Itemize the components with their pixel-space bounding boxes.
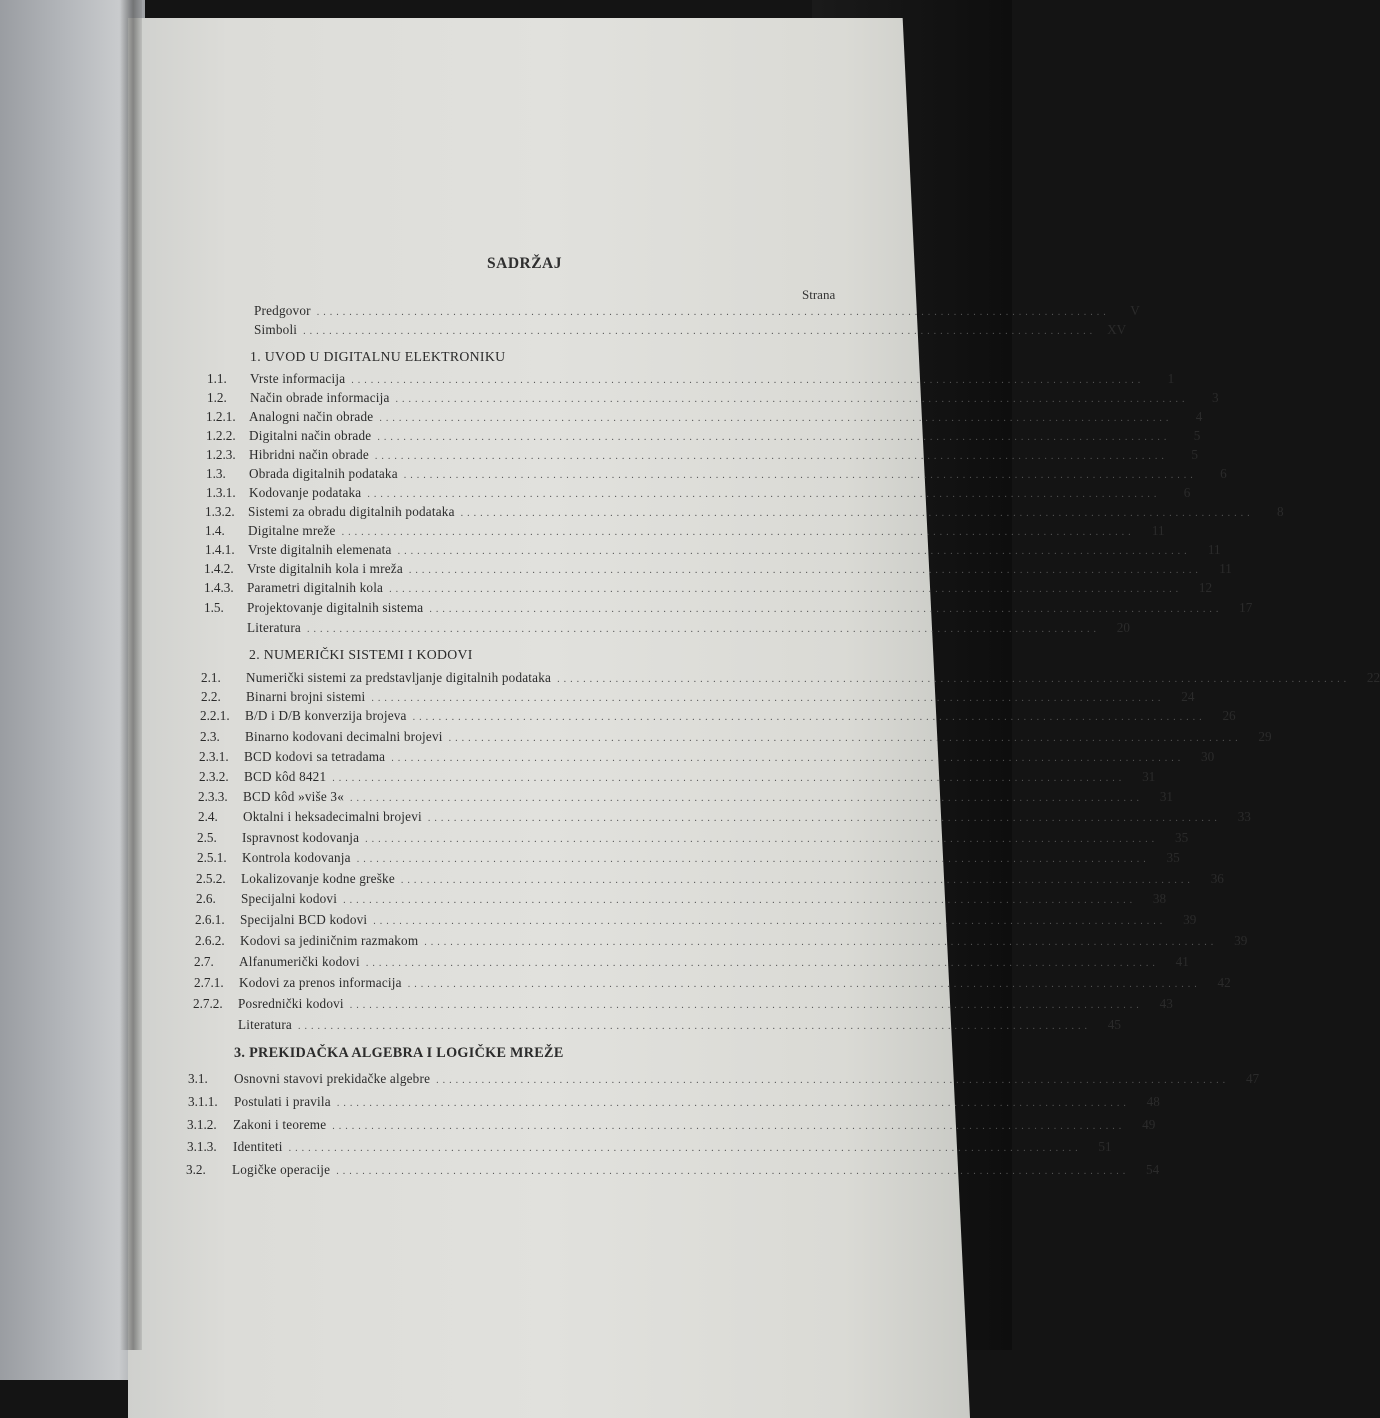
toc-entry-title: Kodovi za prenos informacija: [239, 975, 402, 990]
toc-entry-title: Literatura: [247, 620, 301, 635]
toc-entry: [197, 850, 1180, 868]
toc-entry-title: Vrste digitalnih elemenata: [248, 542, 392, 557]
toc-entry: [207, 390, 1219, 408]
toc-entry-page: 47: [1245, 1071, 1260, 1086]
toc-entry: [188, 1094, 1160, 1112]
toc-entry-number: 2.5.: [197, 830, 217, 845]
toc-entry-number: 1.3.2.: [205, 504, 235, 519]
toc-entry: [198, 809, 1251, 827]
dot-leader: ..........................................................................................................................: [303, 326, 1097, 337]
toc-entry-number: 1.4.2.: [204, 561, 234, 576]
toc-entry-page: 45: [1107, 1017, 1121, 1032]
toc-entry: [206, 466, 1227, 484]
toc-entry-title: Binarni brojni sistemi: [246, 689, 366, 704]
toc-entry: [187, 1117, 1156, 1135]
toc-entry-literatura: [238, 1017, 1121, 1035]
toc-entry-number: 1.3.: [206, 466, 226, 481]
toc-entry-page: 36: [1210, 871, 1224, 886]
toc-entry-number: 2.7.1.: [194, 975, 224, 990]
toc-entry: [186, 1162, 1160, 1180]
dot-leader: ..........................................................................................................................: [336, 1098, 1130, 1109]
toc-entry: [204, 600, 1253, 618]
toc-entry-number: 2.6.2.: [195, 933, 225, 948]
toc-entry-number: 1.4.: [205, 523, 225, 538]
toc-entry-title: Parametri digitalnih kola: [247, 580, 384, 595]
toc-entry: [205, 542, 1221, 560]
toc-entry-title: Literatura: [238, 1017, 292, 1032]
toc-entry-title: Kodovanje podataka: [249, 485, 362, 500]
toc-entry-number: 3.1.1.: [188, 1094, 218, 1109]
chapter-2-heading: 2. NUMERIČKI SISTEMI I KODOVI: [249, 647, 473, 662]
toc-entry-number: 1.2.: [207, 390, 227, 405]
chapter-1-heading: 1. UVOD U DIGITALNU ELEKTRONIKU: [250, 349, 506, 364]
dot-leader: ..........................................................................................................................: [407, 979, 1201, 990]
toc-entry: [195, 933, 1248, 951]
toc-entry: [194, 975, 1231, 993]
dot-leader: ..........................................................................................................................: [371, 693, 1165, 704]
toc-entry-number: 1.4.1.: [205, 542, 235, 557]
toc-entry-number: 2.6.: [196, 891, 216, 906]
toc-entry-page: 48: [1146, 1094, 1160, 1109]
toc-entry-number: 2.5.2.: [196, 871, 226, 886]
toc-entry-page: 11: [1219, 561, 1232, 576]
toc-entry-page: 31: [1159, 789, 1174, 804]
toc-entry-page: 26: [1222, 708, 1236, 723]
toc-entry: [195, 912, 1197, 930]
toc-entry-title: Binarno kodovani decimalni brojevi: [245, 729, 443, 744]
toc-entry-number: 3.1.: [188, 1071, 208, 1086]
toc-entry-title: B/D i D/B konverzija brojeva: [245, 708, 407, 723]
toc-entry-number: 1.4.3.: [204, 580, 234, 595]
toc-entry-title: Postulati i pravila: [234, 1094, 331, 1109]
toc-entry-title: Kodovi sa jediničnim razmakom: [240, 933, 419, 948]
toc-entry-number: 1.2.3.: [206, 447, 236, 462]
toc-entry-number: 2.5.1.: [197, 850, 227, 865]
toc-entry-title: Kontrola kodovanja: [242, 850, 351, 865]
toc-entry-title: Sistemi za obradu digitalnih podataka: [248, 504, 455, 519]
dot-leader: ..........................................................................................................................: [557, 674, 1351, 685]
toc-entry-title: Vrste informacija: [250, 371, 346, 386]
toc-entry-page: 39: [1234, 933, 1248, 948]
dot-leader: ..........................................................................................................................: [424, 937, 1218, 948]
toc-entry: [188, 1071, 1260, 1089]
toc-entry: [205, 523, 1165, 541]
dot-leader: ..........................................................................................................................: [356, 854, 1150, 865]
toc-entry-title: Projektovanje digitalnih sistema: [247, 600, 424, 615]
toc-entry-number: 1.1.: [207, 371, 227, 386]
dot-leader: ..........................................................................................................................: [377, 432, 1171, 443]
toc-entry-title: Logičke operacije: [232, 1162, 331, 1177]
toc-entry: [206, 409, 1203, 427]
dot-leader: ..........................................................................................................................: [374, 451, 1168, 462]
toc-entry: [205, 504, 1284, 522]
toc-entry-title: Hibridni način obrade: [249, 447, 369, 462]
toc-entry-title: Zakoni i teoreme: [233, 1117, 327, 1132]
toc-entry-number: 2.2.: [201, 689, 221, 704]
dot-leader: ..........................................................................................................................: [379, 413, 1173, 424]
toc-entry: [199, 749, 1215, 767]
toc-entry-title: BCD kôd 8421: [244, 769, 327, 784]
toc-entry-title: Simboli: [254, 322, 298, 337]
dot-leader: ..........................................................................................................................: [316, 307, 1110, 318]
toc-entry-number: 3.1.2.: [187, 1117, 217, 1132]
dot-leader: ..........................................................................................................................: [403, 470, 1197, 481]
toc-entry-number: 3.1.3.: [187, 1139, 217, 1154]
toc-entry-number: 2.3.1.: [199, 749, 229, 764]
toc-entry-page: 35: [1174, 830, 1189, 845]
toc-entry-title: Ispravnost kodovanja: [242, 830, 360, 845]
dot-leader: ..........................................................................................................................: [397, 546, 1191, 557]
toc-entry-page: 54: [1146, 1162, 1160, 1177]
toc-entry: [207, 371, 1175, 389]
toc-entry-page: 33: [1237, 809, 1251, 824]
toc-entry-number: 1.2.1.: [206, 409, 236, 424]
toc-entry-page: 30: [1201, 749, 1215, 764]
toc-entry-title: BCD kodovi sa tetradama: [244, 749, 386, 764]
toc-entry: [204, 580, 1213, 598]
toc-entry-title: Digitalni način obrade: [249, 428, 372, 443]
toc-entry-literatura: [247, 620, 1130, 638]
toc-entry-title: Predgovor: [254, 303, 311, 318]
toc-entry: [193, 996, 1173, 1014]
toc-entry: [200, 729, 1272, 747]
toc-entry-number: 1.3.1.: [206, 485, 236, 500]
dot-leader: ..........................................................................................................................: [395, 394, 1189, 405]
toc-entry-page: 29: [1258, 729, 1272, 744]
toc-entry-title: Oktalni i heksadecimalni brojevi: [243, 809, 422, 824]
dot-leader: ..........................................................................................................................: [336, 1166, 1130, 1177]
dot-leader: ..........................................................................................................................: [427, 813, 1221, 824]
toc-entry: [198, 789, 1174, 807]
toc-entry-number: 2.7.2.: [193, 996, 223, 1011]
toc-entry-title: Specijalni BCD kodovi: [240, 912, 368, 927]
dot-leader: ..........................................................................................................................: [332, 773, 1126, 784]
toc-entry: [206, 428, 1201, 446]
toc-entry: [206, 485, 1191, 503]
dot-leader: ..........................................................................................................................: [436, 1075, 1230, 1086]
chapter-3-heading: 3. PREKIDAČKA ALGEBRA I LOGIČKE MREŽE: [234, 1045, 564, 1061]
toc-entry-page: 38: [1152, 891, 1167, 906]
toc-entry-title: Alfanumerički kodovi: [239, 954, 360, 969]
dot-leader: ..........................................................................................................................: [391, 753, 1185, 764]
dot-leader: ..........................................................................................................................: [429, 604, 1223, 615]
toc-entry-number: 2.3.3.: [198, 789, 228, 804]
toc-entry-page: 6: [1183, 485, 1191, 500]
toc-entry-page: 35: [1166, 850, 1180, 865]
toc-entry-page: 22: [1366, 670, 1380, 685]
toc-entry-number: 3.2.: [186, 1162, 206, 1177]
toc-entry-page: 1: [1167, 371, 1175, 386]
toc-entry-title: Vrste digitalnih kola i mreža: [247, 561, 403, 576]
toc-entry-page: 17: [1239, 600, 1253, 615]
dot-leader: ..........................................................................................................................: [332, 1121, 1126, 1132]
toc-entry-title: Digitalne mreže: [248, 523, 336, 538]
toc-entry-page: 11: [1151, 523, 1165, 538]
dot-leader: ..........................................................................................................................: [365, 834, 1159, 845]
toc-entry-number: 2.1.: [201, 670, 221, 685]
toc-entry-number: 2.6.1.: [195, 912, 225, 927]
dot-leader: ..........................................................................................................................: [408, 565, 1202, 576]
toc-entry-number: 2.2.1.: [200, 708, 230, 723]
toc-entry: [206, 447, 1198, 465]
dot-leader: ..........................................................................................................................: [349, 1000, 1143, 1011]
dot-leader: ..........................................................................................................................: [351, 375, 1145, 386]
dot-leader: ..........................................................................................................................: [288, 1143, 1082, 1154]
toc-entry: [201, 670, 1380, 688]
toc-entry-number: 2.3.2.: [199, 769, 229, 784]
dot-leader: ..........................................................................................................................: [341, 527, 1135, 538]
dot-leader: ..........................................................................................................................: [448, 733, 1242, 744]
toc-entry-title: Analogni način obrade: [249, 409, 374, 424]
toc-entry-page: 5: [1191, 447, 1198, 462]
dot-leader: ..........................................................................................................................: [297, 1021, 1091, 1032]
toc-entry-page: 20: [1116, 620, 1130, 635]
toc-entry: [200, 708, 1236, 726]
dot-leader: ..........................................................................................................................: [389, 584, 1183, 595]
toc-entry-page: V: [1130, 303, 1140, 318]
toc-entry-page: 24: [1181, 689, 1195, 704]
toc-entry-page: 41: [1175, 954, 1189, 969]
toc-entry-page: 3: [1211, 390, 1219, 405]
toc-entry-page: 8: [1277, 504, 1284, 519]
toc-entry-number: 2.7.: [194, 954, 214, 969]
toc-entry-number: 2.4.: [198, 809, 218, 824]
toc-entry-title: Identiteti: [233, 1139, 283, 1154]
toc-entry: [187, 1139, 1112, 1157]
dot-leader: ..........................................................................................................................: [460, 508, 1254, 519]
toc-entry-page: 6: [1220, 466, 1227, 481]
toc-entry: [204, 561, 1232, 579]
toc-entry-page: XV: [1107, 322, 1127, 337]
toc-entry-number: 1.5.: [204, 600, 224, 615]
toc-entry-number: 1.2.2.: [206, 428, 236, 443]
dot-leader: ..........................................................................................................................: [400, 875, 1194, 886]
toc-entry-page: 5: [1193, 428, 1201, 443]
toc-entry-page: 42: [1217, 975, 1231, 990]
toc-entry-title: BCD kôd »više 3«: [243, 789, 345, 804]
toc-entry-page: 49: [1142, 1117, 1156, 1132]
toc-entry: [197, 830, 1189, 848]
dot-leader: ..........................................................................................................................: [373, 916, 1167, 927]
toc-entry: [201, 689, 1195, 707]
toc-entry-title: Specijalni kodovi: [241, 891, 338, 906]
toc-entry-title: Način obrade informacija: [250, 390, 390, 405]
toc-entry-page: 31: [1142, 769, 1156, 784]
dot-leader: ..........................................................................................................................: [412, 712, 1206, 723]
toc-entry-title: Numerički sistemi za predstavljanje digitalnih podataka: [246, 670, 552, 685]
toc-entry-simboli: [254, 322, 1127, 340]
dot-leader: ..........................................................................................................................: [365, 958, 1159, 969]
toc-entry-page: 11: [1207, 542, 1221, 557]
toc-entry-predgovor: [254, 303, 1140, 321]
toc-title: SADRŽAJ: [487, 255, 562, 272]
toc-entry-page: 51: [1098, 1139, 1112, 1154]
toc-entry-title: Obrada digitalnih podataka: [249, 466, 398, 481]
toc-entry-page: 43: [1159, 996, 1173, 1011]
toc-entry: [196, 871, 1224, 889]
toc-entry-page: 12: [1198, 580, 1213, 595]
toc-entry-title: Lokalizovanje kodne greške: [241, 871, 395, 886]
toc-entry-number: 2.3.: [200, 729, 220, 744]
dot-leader: ..........................................................................................................................: [343, 895, 1137, 906]
dot-leader: ..........................................................................................................................: [350, 793, 1144, 804]
toc-entry: [199, 769, 1156, 787]
toc-entry-page: 4: [1195, 409, 1203, 424]
toc-entry-title: Posrednički kodovi: [238, 996, 344, 1011]
toc-entry: [194, 954, 1189, 972]
toc-entry-title: Osnovni stavovi prekidačke algebre: [234, 1071, 431, 1086]
toc-entry: [196, 891, 1167, 909]
toc-entry-page: 39: [1183, 912, 1197, 927]
page-column-label: Strana: [802, 287, 836, 302]
dot-leader: ..........................................................................................................................: [306, 624, 1100, 635]
dot-leader: ..........................................................................................................................: [367, 489, 1161, 500]
